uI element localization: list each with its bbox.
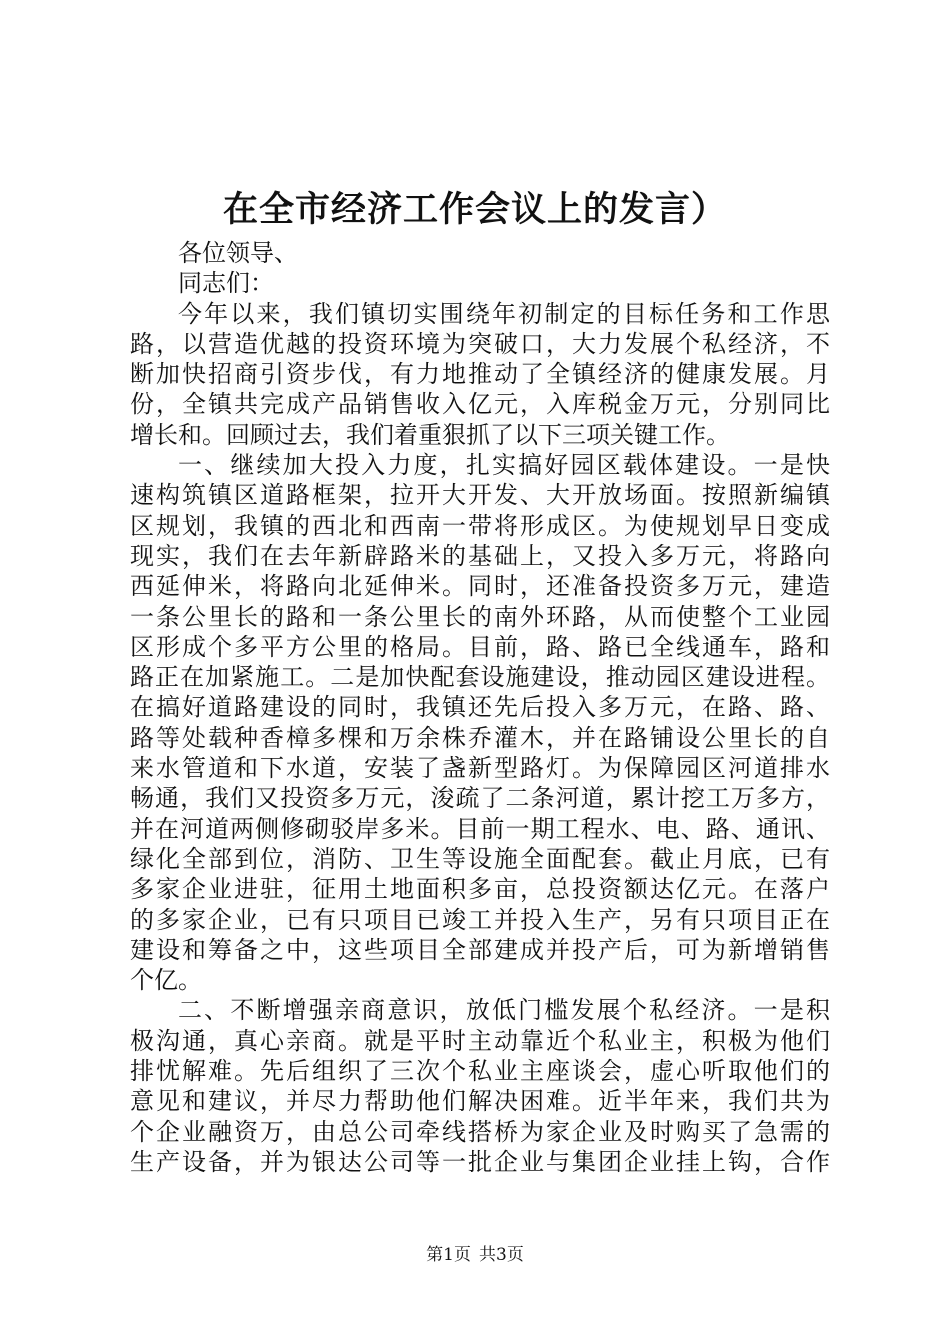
text-line: 在搞好道路建设的同时，我镇还先后投入多万元，在路、路、 <box>130 693 830 722</box>
text-line: 绿化全部到位，消防、卫生等设施全面配套。截止月底，已有 <box>130 844 830 873</box>
text-line: 一条公里长的路和一条公里长的南外环路，从而使整个工业园 <box>130 602 830 631</box>
text-line: 来水管道和下水道，安装了盏新型路灯。为保障园区河道排水 <box>130 754 830 783</box>
text-line: 路，以营造优越的投资环境为突破口，大力发展个私经济，不 <box>130 329 830 358</box>
text-line: 的多家企业，已有只项目已竣工并投入生产，另有只项目正在 <box>130 905 830 934</box>
text-line: 意见和建议，并尽力帮助他们解决困难。近半年来，我们共为 <box>130 1087 830 1116</box>
page-title: 在全市经济工作会议上的发言） <box>222 189 727 230</box>
text-line: 二、不断增强亲商意识，放低门槛发展个私经济。一是积 <box>178 996 830 1025</box>
salutation-line: 各位领导、 <box>178 239 298 267</box>
salutation-line: 同志们： <box>178 269 274 298</box>
text-line: 西延伸米，将路向北延伸米。同时，还准备投资多万元，建造 <box>130 572 830 601</box>
text-line: 断加快招商引资步伐，有力地推动了全镇经济的健康发展。月 <box>130 360 830 389</box>
text-line: 区形成个多平方公里的格局。目前，路、路已全线通车，路和 <box>130 632 830 661</box>
text-line: 畅通，我们又投资多万元，浚疏了二条河道，累计挖工万多方， <box>130 784 830 813</box>
text-line: 今年以来，我们镇切实围绕年初制定的目标任务和工作思 <box>178 299 830 328</box>
document-body <box>130 238 830 1177</box>
text-line: 并在河道两侧修砌驳岸多米。目前一期工程水、电、路、通讯、 <box>130 814 830 843</box>
text-line: 个亿。 <box>130 966 202 995</box>
text-line: 速构筑镇区道路框架，拉开大开发、大开放场面。按照新编镇 <box>130 481 830 510</box>
text-line: 路正在加紧施工。二是加快配套设施建设，推动园区建设进程。 <box>130 663 830 692</box>
text-line: 一、继续加大投入力度，扎实搞好园区载体建设。一是快 <box>178 451 830 480</box>
text-line: 建设和筹备之中，这些项目全部建成并投产后，可为新增销售 <box>130 935 830 964</box>
text-line: 现实，我们在去年新辟路米的基础上，又投入多万元，将路向 <box>130 541 830 570</box>
text-line: 极沟通，真心亲商。就是平时主动靠近个私业主，积极为他们 <box>130 1026 830 1055</box>
text-line: 个企业融资万，由总公司牵线搭桥为家企业及时购买了急需的 <box>130 1117 830 1146</box>
text-line: 路等处载种香樟多棵和万余株乔灌木，并在路铺设公里长的自 <box>130 723 830 752</box>
text-line: 生产设备，并为银达公司等一批企业与集团企业挂上钩，合作 <box>130 1147 830 1176</box>
text-line: 排忧解难。先后组织了三次个私业主座谈会，虚心听取他们的 <box>130 1057 830 1086</box>
text-line: 增长和。回顾过去，我们着重狠抓了以下三项关键工作。 <box>130 420 730 449</box>
text-line: 份，全镇共完成产品销售收入亿元，入库税金万元，分别同比 <box>130 390 830 419</box>
text-line: 多家企业进驻，征用土地面积多亩，总投资额达亿元。在落户 <box>130 875 830 904</box>
page-footer <box>0 1244 950 1266</box>
text-line: 区规划，我镇的西北和西南一带将形成区。为使规划早日变成 <box>130 511 830 540</box>
page-total: 共3页 <box>479 1245 524 1265</box>
page-number: 第1页 <box>426 1245 471 1265</box>
